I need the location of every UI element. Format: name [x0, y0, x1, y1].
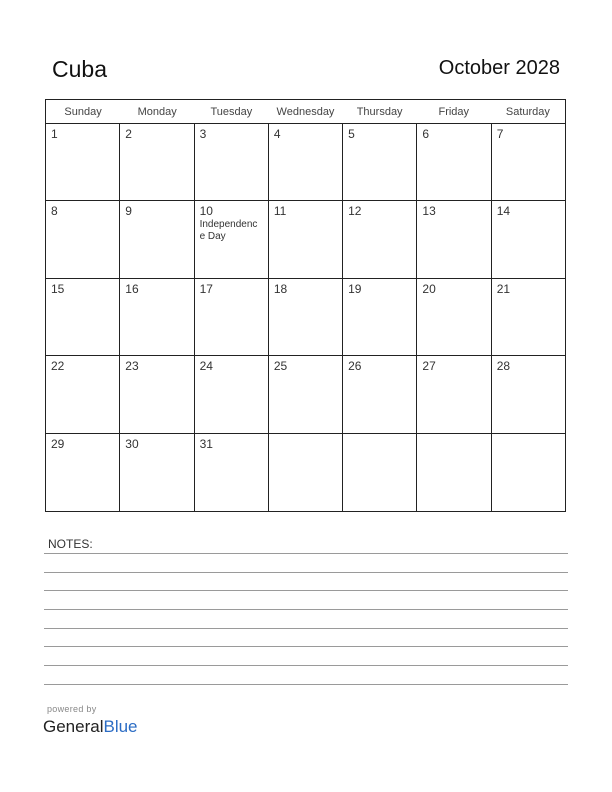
note-line [44, 665, 568, 666]
day-cell [269, 434, 343, 511]
day-cell [46, 124, 120, 200]
day-number: 11 [273, 204, 287, 219]
day-cell [195, 356, 269, 432]
day-cell [343, 201, 417, 277]
calendar-grid [45, 99, 566, 512]
day-cell [343, 434, 417, 511]
day-number: 1 [51, 127, 58, 141]
day-number: 16 [125, 281, 139, 296]
day-cell [269, 279, 343, 355]
day-number: 8 [51, 204, 58, 219]
day-cell [492, 201, 565, 277]
day-cell [343, 279, 417, 355]
notes-label: NOTES: [48, 537, 93, 551]
weekday-friday: Friday [438, 106, 470, 118]
day-cell [46, 201, 120, 277]
day-number: 20 [422, 281, 436, 296]
day-cell [492, 124, 565, 200]
month-title: October 2028 [438, 57, 560, 79]
day-number: 22 [51, 359, 65, 374]
day-cell [492, 434, 565, 511]
day-cell [195, 434, 269, 511]
week-row [46, 279, 565, 356]
day-number: 14 [496, 204, 511, 219]
note-line [44, 590, 568, 591]
note-line [44, 609, 568, 610]
weekday-monday: Monday [137, 106, 177, 118]
week-row [46, 124, 565, 201]
day-number: 28 [496, 359, 511, 374]
day-number: 15 [51, 281, 65, 296]
country-title: Cuba [52, 56, 107, 82]
day-number: 2 [125, 127, 132, 141]
logo-blue: Blue [103, 717, 138, 736]
day-number: 6 [422, 127, 430, 141]
day-number: 17 [199, 281, 213, 296]
day-cell [120, 124, 194, 200]
day-number: 13 [422, 204, 436, 219]
day-cell [417, 201, 491, 277]
day-cell [492, 279, 565, 355]
day-cell [195, 124, 269, 200]
weeks-container [46, 124, 565, 511]
day-number: 12 [348, 204, 362, 219]
note-line [44, 628, 568, 629]
holiday-label: Independence Day [199, 219, 258, 243]
day-number: 27 [422, 359, 436, 374]
weekday-sunday: Sunday [64, 106, 102, 118]
day-cell [417, 279, 491, 355]
weekday-header-row [46, 100, 565, 124]
note-line [44, 684, 568, 685]
day-cell [195, 279, 269, 355]
day-cell [269, 356, 343, 432]
week-row [46, 434, 565, 511]
day-cell [492, 356, 565, 432]
day-cell [417, 356, 491, 432]
day-cell [417, 124, 491, 200]
weekday-wednesday: Wednesday [276, 106, 335, 118]
day-number: 21 [496, 281, 511, 296]
week-row [46, 201, 565, 278]
weekday-tuesday: Tuesday [210, 106, 253, 118]
day-number: 4 [273, 127, 281, 141]
day-cell [46, 356, 120, 432]
weekday-saturday: Saturday [505, 106, 550, 118]
day-number: 19 [348, 281, 362, 296]
day-number: 31 [199, 436, 213, 451]
day-number: 29 [51, 436, 65, 451]
day-cell [46, 279, 120, 355]
day-cell [269, 124, 343, 200]
day-number: 18 [273, 281, 288, 296]
day-number: 10 [199, 204, 213, 219]
day-cell [269, 201, 343, 277]
weekday-thursday: Thursday [356, 106, 403, 118]
logo-general: General [43, 717, 104, 736]
day-number: 30 [125, 436, 139, 451]
day-number: 25 [273, 359, 288, 374]
note-line [44, 572, 568, 573]
note-line [44, 553, 568, 554]
day-number: 23 [125, 359, 139, 374]
day-cell [120, 356, 194, 432]
day-cell [120, 434, 194, 511]
day-cell [417, 434, 491, 511]
day-cell [195, 201, 269, 277]
day-number: 24 [199, 359, 213, 374]
note-line [44, 646, 568, 647]
day-cell [343, 124, 417, 200]
powered-by-text: powered by [47, 704, 97, 714]
day-cell [120, 201, 194, 277]
day-number: 3 [199, 127, 207, 141]
day-number: 7 [496, 127, 504, 141]
day-number: 5 [348, 127, 355, 141]
day-cell [343, 356, 417, 432]
day-cell [120, 279, 194, 355]
day-number: 26 [348, 359, 362, 374]
day-cell [46, 434, 120, 511]
week-row [46, 356, 565, 433]
day-number: 9 [125, 204, 132, 219]
generalblue-logo [43, 717, 138, 737]
